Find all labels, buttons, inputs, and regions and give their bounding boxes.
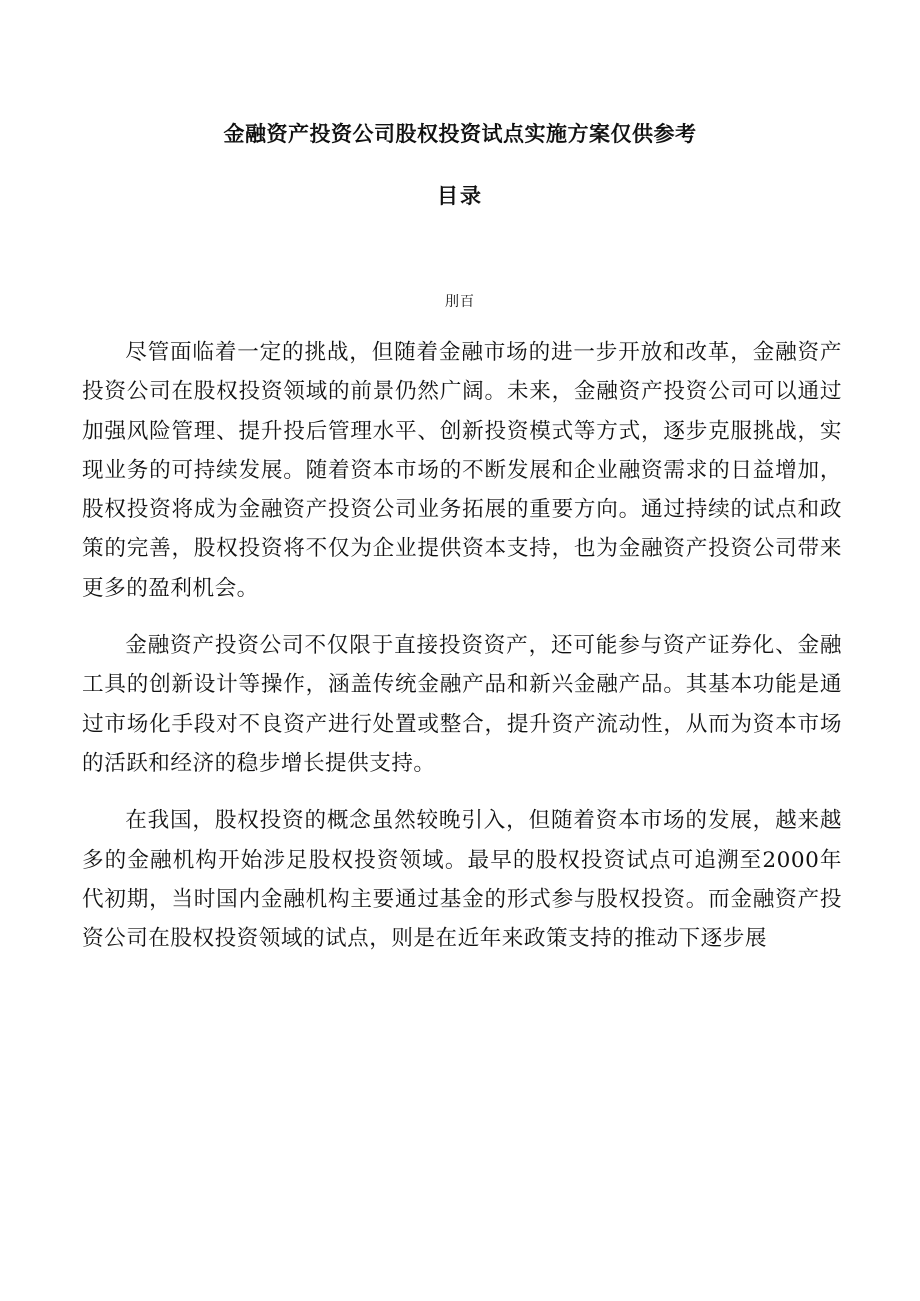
document-title: 金融资产投资公司股权投资试点实施方案仅供参考 <box>223 122 697 146</box>
paragraph-2: 金融资产投资公司不仅限于直接投资资产，还可能参与资产证券化、金融工具的创新设计等操作，涵盖传统金融产品和新兴金融产品。其基本功能是通过市场化手段对不良资产进行处置或整合，提升资产流动性，从而为资本市场的活跃和经济的稳步增长提供支持。 <box>82 633 842 776</box>
paragraph-3: 在我国，股权投资的概念虽然较晚引入，但随着资本市场的发展，越来越多的金融机构开始涉足股权投资领域。最早的股权投资试点可追溯至2000年代初期，当时国内金融机构主要通过基金的形式参与股权投资。而金融资产投资公司在股权投资领域的试点，则是在近年来政策支持的推动下逐步展 <box>82 808 842 952</box>
toc-heading: 目录 <box>437 184 483 208</box>
body-text <box>82 333 842 976</box>
preface-heading: 刖百 <box>445 294 475 310</box>
paragraph-1: 尽管面临着一定的挑战，但随着金融市场的进一步开放和改革，金融资产投资公司在股权投资领域的前景仍然广阔。未来，金融资产投资公司可以通过加强风险管理、提升投后管理水平、创新投资模式等方式，逐步克服挑战，实现业务的可持续发展。随着资本市场的不断发展和企业融资需求的日益增加，股权投资将成为金融资产投资公司业务拓展的重要方向。通过持续的试点和政策的完善，股权投资将不仅为企业提供资本支持，也为金融资产投资公司带来更多的盈利机会。 <box>82 340 842 601</box>
